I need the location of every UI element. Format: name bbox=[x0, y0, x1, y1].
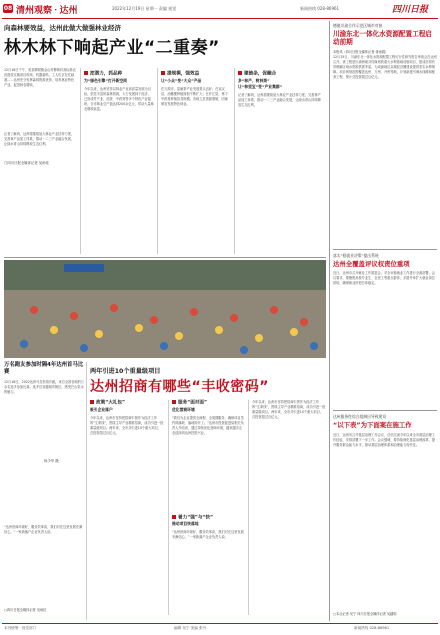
main-subhead-1b: 为“绿色引擎”打开新空间 bbox=[84, 77, 127, 83]
main-body-col2: 今年以来，达州坚持以林业产业高质量发展为目标，依托丰富的森林资源，大力发展林下经济，已形成竹产业、油茶、中药材等多个特色产业板块。全市林业总产值达到200余亿元，带动大量林农增收致富。 bbox=[84, 86, 154, 111]
right-bottom-headline: “以下表”为下面案在施工作 bbox=[333, 421, 412, 429]
subhead-marker bbox=[172, 515, 176, 519]
left-bottom-text: “达州营商环境好，服务效率高，我们对在这里发展充满信心。”一家新落户企业负责人说。 bbox=[4, 525, 83, 534]
subhead-marker bbox=[84, 71, 88, 75]
right-top-kicker: 德驰川渝合作示范区城市对接 bbox=[333, 23, 383, 28]
subhead-marker bbox=[238, 71, 242, 75]
footer bbox=[4, 626, 436, 634]
subhead-marker bbox=[172, 400, 176, 404]
main-article bbox=[4, 21, 326, 256]
right-top-headline: 川渝东北一体化水资源配置工程启动前期 bbox=[333, 30, 432, 46]
main-col2 bbox=[84, 71, 154, 251]
page-number-badge: 08 bbox=[3, 5, 13, 12]
mid-kicker: 两年引进10个重量级项目 bbox=[90, 368, 161, 375]
main-col3 bbox=[161, 71, 231, 251]
main-subhead-2b: 让“小众”变“大众”产品 bbox=[161, 77, 202, 83]
right-bottom-kicker: 达州服务性综合组制出导致建设 bbox=[333, 414, 387, 419]
mid-col3 bbox=[252, 400, 326, 615]
hotline: 新闻热线 028-86961 bbox=[300, 6, 340, 11]
main-subhead-3c: 让“林里宝”变“产业集群” bbox=[238, 83, 283, 89]
mid-subhead-1: 政策“大礼包” bbox=[90, 400, 164, 407]
main-subhead-3b: 多“林产、树林果” bbox=[238, 77, 270, 83]
caption-body: 12月18日，2022达州马拉松赛开跑，来自全国各地的万余名选手参加比赛。选手们穿越城市街区，感受巴山渠水的魅力。 bbox=[4, 380, 84, 394]
mid-body-col3: 今年以来，达州市坚持把招商引资作为经济工作的“生命线”，围绕主导产业精准招商，成功引进一批重量级项目。两年来，全市共引进10个重大项目，总投资超过百亿元。 bbox=[252, 400, 326, 419]
right-mid-kicker: 落实“稳就业决策”提出系统 bbox=[333, 253, 379, 258]
paper-logo: 四川日报 bbox=[392, 4, 429, 14]
section-title: 清州观察 · 达州 bbox=[16, 5, 78, 15]
main-headline: 林木林下响起产业“二重奏” bbox=[4, 38, 220, 58]
right-mid-body: 近日，达州市召开就业工作推进会，对全市稳就业工作进行全面部署。会议要求，要聚焦高校毕业生、农民工等重点群体，多措并举扩大就业岗位供给，确保就业形势总体稳定。 bbox=[333, 271, 435, 285]
main-subhead-2: 提规模，强效益 bbox=[161, 71, 231, 78]
left-bottom-block bbox=[4, 525, 84, 620]
mid-subhead-3b: 推动项目快落地 bbox=[172, 521, 199, 526]
mid-subhead-2b: 优化营商环境 bbox=[172, 406, 195, 412]
subhead-marker bbox=[90, 400, 94, 404]
left-bottom-byline: □四川日报全媒体记者 吴雨佳 bbox=[4, 608, 47, 612]
mid-subhead-3: 着力“强”与“快” bbox=[172, 515, 244, 522]
photo-credit: 杨少华 摄 bbox=[44, 459, 59, 463]
main-kicker: 向森林要效益，达州此做大做强林业经济 bbox=[4, 24, 121, 32]
right-top-body: 12月15日，川渝东北一体化水资源配置工程可行性研究报告审查会在达州召开。该工程是川渝两地共同谋划的重大水利基础设施项目，建成后将有效缓解区域水资源供需矛盾，为成渝地区双城经济圈建设提供坚实水利保障。项目规划范围覆盖达州、万州、开州等地，计划新建引调水线路和配套工程，预计总投资超过百亿元。 bbox=[333, 55, 437, 79]
main-body-col1: 记者了解到，达州将继续加大林业产业扶持力度，完善林产品加工体系，推动一二三产业融合发展，让绿水青山持续释放生态红利。 bbox=[4, 132, 75, 146]
subhead-marker bbox=[161, 71, 165, 75]
main-body-col3: 在万源市，富硒茶产业发展势头良好；在宣汉县，油橄榄种植面积不断扩大；在开江县，林下中药材种植初具规模。各地立足资源禀赋，因地制宜发展特色林业。 bbox=[161, 86, 228, 106]
main-col4 bbox=[238, 71, 324, 251]
date-line: 2022年12月19日 星期一 责编 视觉 bbox=[112, 6, 177, 11]
mid-body-col2b: “达州营商环境好，服务效率高，我们对在这里发展充满信心。”一家新落户企业负责人说。 bbox=[172, 530, 244, 539]
right-mid-headline: 达州全覆盖评议权责位重项 bbox=[333, 260, 410, 268]
footer-mid: 编辑 吴宁 美编 张丹 bbox=[174, 626, 207, 630]
mid-subhead-1b: 吸引企业落户 bbox=[90, 406, 113, 412]
main-byline: □四川日报全媒体记者 吴雨佳 bbox=[4, 161, 49, 165]
right-bottom-byline: □本社记者 吴宁 四川日报全媒体记者 吴越明 bbox=[333, 612, 397, 616]
mid-article bbox=[90, 362, 326, 620]
main-lead bbox=[4, 68, 76, 168]
mid-col2 bbox=[172, 400, 244, 615]
main-subhead-3: 建链条，促融合 bbox=[238, 71, 324, 78]
right-bottom-body: 近日，达州市召开基层治理工作会议，总结交流今年以来全市基层治理工作经验，安排部署下一步工作。会议强调，要持续深化基层治理改革，提升服务群众能力水平，推动基层治理体系和治理能力现代化。 bbox=[333, 433, 435, 447]
lead-text: 12月16日下午，渠县柳树镇金山村柳林村高标准农田建设实施项目现场，机器轰鸣，工人们正在忙碌着……达州充分发挥森林资源优势，培育林业特色产业，促进林农增收。 bbox=[4, 68, 76, 87]
photo-caption bbox=[4, 362, 84, 522]
mid-subhead-2: 服务“面对面” bbox=[172, 400, 244, 407]
footer-right: 新闻热线 028-86961 bbox=[354, 626, 390, 630]
marathon-photo-art bbox=[4, 260, 326, 358]
main-body-col4: 记者了解到，达州将继续加大林业产业扶持力度，完善林产品加工体系，推动一二三产业融合发展，让绿水青山持续释放生态红利。 bbox=[238, 92, 321, 107]
main-subhead-1: 挖潜力，抓品种 bbox=[84, 71, 154, 78]
mid-body-col2: “我们为企业提供全流程、全周期服务，确保项目签约即落地、落地即开工。”达州市投资促进局相关负责人介绍说，通过持续优化营商环境，越来越多企业选择到达州投资兴业。 bbox=[172, 415, 244, 435]
mid-col1 bbox=[90, 400, 164, 615]
caption-title: 万名跑友参加时隔4年达州首马比赛 bbox=[4, 362, 84, 375]
masthead bbox=[0, 0, 440, 20]
mid-body-col1: 今年以来，达州市坚持把招商引资作为经济工作的“生命线”，围绕主导产业精准招商，成功引进一批重量级项目。两年来，全市共引进10个重大项目，总投资超过百亿元。 bbox=[90, 415, 164, 435]
right-column bbox=[333, 21, 437, 621]
footer-left: 本刊统筹 · 视觉部门 bbox=[4, 626, 37, 630]
mid-headline: 达州招商有哪些“丰收密码” bbox=[90, 379, 269, 395]
right-top-byline: 本报讯（四川日报全媒体记者 蒋雨娟） bbox=[333, 50, 389, 54]
marathon-photo bbox=[4, 260, 326, 358]
